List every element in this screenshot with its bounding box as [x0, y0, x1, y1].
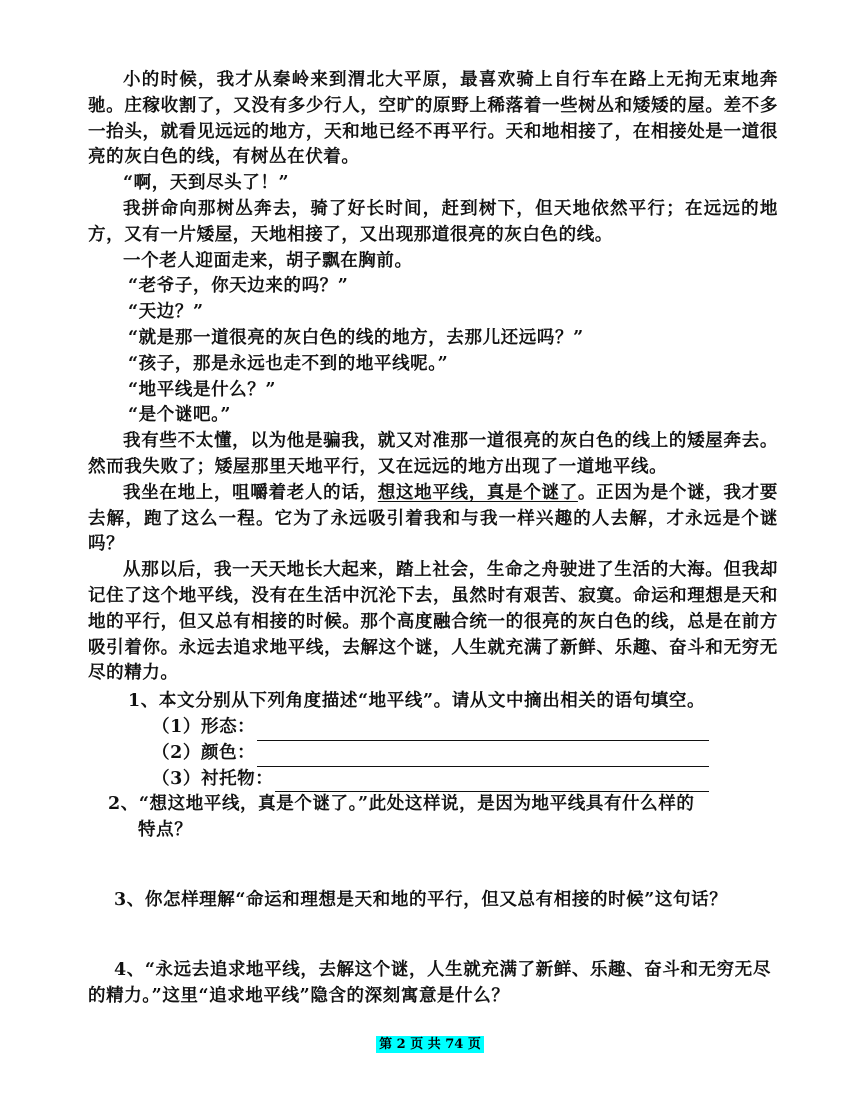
dialogue-line-3: “就是那一道很亮的灰白色的线的地方，去那儿还远吗？”	[128, 327, 584, 348]
paragraph-5: 我有些不太懂，以为他是骗我，就又对准那一道很亮的灰白色的线上的矮屋奔去。然而我失败了；矮屋那里天地平行，又在远远的地方出现了一道地平线。	[88, 431, 778, 477]
answer-blank-backdrop[interactable]	[275, 773, 709, 792]
question-2-continued: 特点？	[138, 820, 193, 841]
question-1-backdrop-label: （3）衬托物：	[152, 768, 274, 789]
paragraph-2: “啊，天到尽头了！”	[123, 173, 290, 194]
question-1-color-label: （2）颜色：	[152, 742, 256, 763]
paragraph-6	[88, 481, 778, 558]
paragraph-3: 我拼命向那树丛奔去，骑了好长时间，赶到树下，但天地依然平行；在远远的地方，又有一片矮屋，天地相接了，又出现那道很亮的灰白色的线。	[88, 198, 778, 245]
question-1-backdrop	[88, 767, 778, 793]
paragraph-4: 一个老人迎面走来，胡子飘在胸前。	[123, 250, 413, 271]
passage-body	[88, 68, 778, 1009]
paragraph-6-end: 。正因为是个谜，我才要去解，跑了这么一程。它为了永远吸引着我和与我一样兴趣的人去解，才永远是个谜吗？	[88, 482, 778, 555]
answer-blank-color[interactable]	[257, 748, 709, 767]
paragraph-6-start: 我坐在地上，咀嚼着老人的话，	[123, 482, 378, 503]
underlined-sentence: 想这地平线，真是个谜了	[377, 482, 578, 503]
question-4: 4、“永远去追求地平线，去解这个谜，人生就充满了新鲜、乐趣、奋斗和无穷无尽的精力。”这里“追求地平线”隐含的深刻寓意是什么？	[88, 959, 771, 1006]
question-3: 3、你怎样理解“命运和理想是天和地的平行，但又总有相接的时候”这句话？	[114, 889, 728, 910]
dialogue-line-6: “是个谜吧。”	[128, 405, 232, 426]
dialogue-line-2: “天边？”	[128, 302, 204, 323]
question-2: 2、“想这地平线，真是个谜了。”此处这样说，是因为地平线具有什么样的	[108, 794, 695, 815]
question-1: 1、本文分别从下列角度描述“地平线”。请从文中摘出相关的语句填空。	[128, 691, 706, 712]
dialogue-line-1: “老爷子，你天边来的吗？”	[128, 276, 349, 297]
question-1-shape	[88, 715, 778, 741]
question-1-shape-label: （1）形态：	[152, 716, 256, 737]
question-1-color	[88, 741, 778, 767]
dialogue-line-5: “地平线是什么？”	[128, 379, 277, 400]
page-number: 第 2 页 共 74 页	[376, 1036, 484, 1053]
answer-blank-shape[interactable]	[257, 722, 709, 741]
dialogue-line-4: “孩子，那是永远也走不到的地平线呢。”	[128, 353, 449, 374]
paragraph-1: 小的时候，我才从秦岭来到渭北大平原，最喜欢骑上自行车在路上无拘无束地奔驰。庄稼收割了，又没有多少行人，空旷的原野上稀落着一些树丛和矮矮的屋。差不多一抬头，就看见远远的地方，天和地已经不再平行。天和地相接了，在相接处是一道很亮的灰白色的线，有树丛在伏着。	[88, 70, 778, 168]
page-footer	[0, 1033, 860, 1052]
paragraph-7: 从那以后，我一天天地长大起来，踏上社会，生命之舟驶进了生活的大海。但我却记住了这个地平线，没有在生活中沉沦下去，虽然时有艰苦、寂寞。命运和理想是天和地的平行，但又总有相接的时候。那个高度融合统一的很亮的灰白色的线，总是在前方吸引着你。永远去追求地平线，去解这个谜，人生就充满了新鲜、乐趣、奋斗和无穷无尽的精力。	[88, 560, 778, 684]
